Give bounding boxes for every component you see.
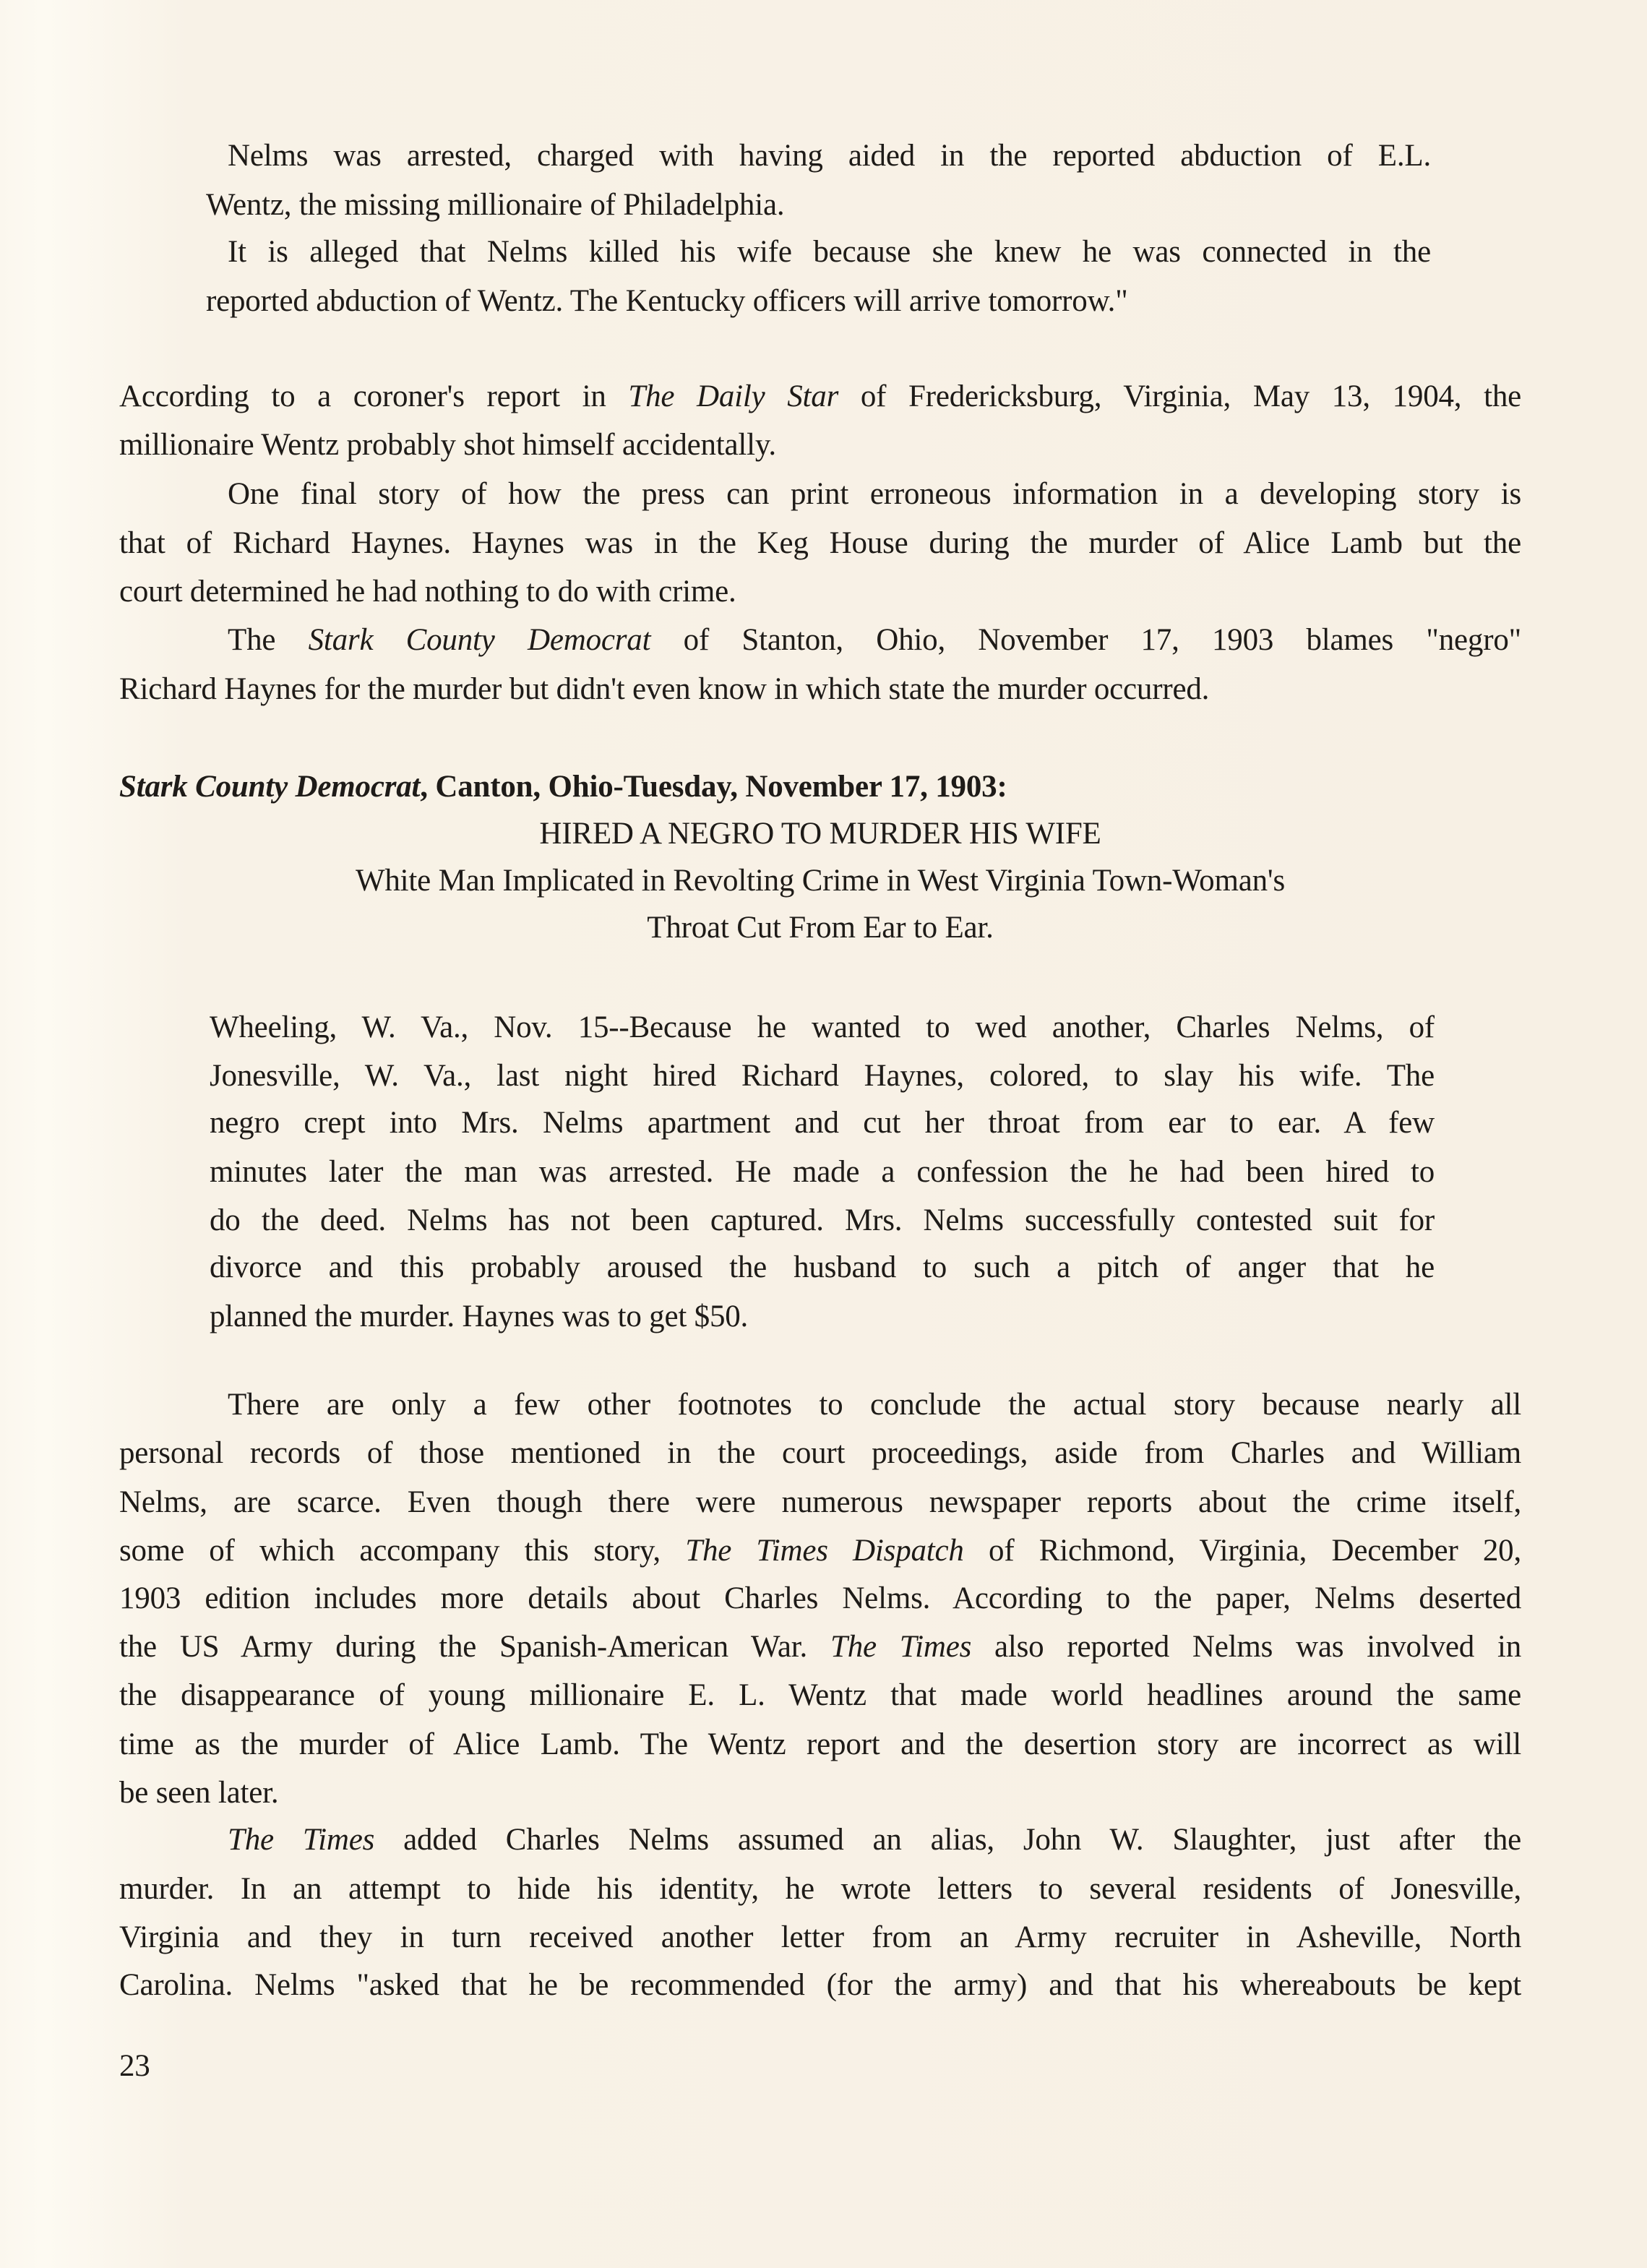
newspaper-title: Stark County Democrat xyxy=(308,623,651,657)
text-run: of Stanton, Ohio, November 17, 1903 blames "negro" xyxy=(650,623,1521,657)
text-run: the US Army during the Spanish-American War. xyxy=(119,1630,830,1664)
text-line xyxy=(119,1532,1521,1570)
text-line: Nelms was arrested, charged with having aided in the reported abduction of E.L. xyxy=(228,139,1431,173)
text-line: There are only a few other footnotes to conclude the actual story because nearly all xyxy=(228,1388,1521,1422)
page-number: 23 xyxy=(119,2049,150,2083)
text-run: , Canton, Ohio-Tuesday, November 17, 1903: xyxy=(420,770,1007,804)
text-line: Virginia and they in turn received another letter from an Army recruiter in Asheville, North xyxy=(119,1920,1521,1954)
text-line: do the deed. Nelms has not been captured. Mrs. Nelms successfully contested suit for xyxy=(210,1203,1435,1237)
text-run: also reported Nelms was involved in xyxy=(971,1630,1521,1664)
text-line: minutes later the man was arrested. He made a confession the he had been hired to xyxy=(210,1155,1435,1189)
text-line: reported abduction of Wentz. The Kentucky officers will arrive tomorrow." xyxy=(206,284,1128,318)
text-run: of Fredericksburg, Virginia, May 13, 1904, the xyxy=(838,379,1521,413)
text-line: Wentz, the missing millionaire of Philadelphia. xyxy=(206,188,785,222)
newspaper-title: Stark County Democrat xyxy=(119,770,421,804)
text-line: personal records of those mentioned in the court proceedings, aside from Charles and William xyxy=(119,1436,1521,1470)
text-line: It is alleged that Nelms killed his wife because she knew he was connected in the xyxy=(228,235,1431,269)
text-line: be seen later. xyxy=(119,1776,279,1810)
text-line: One final story of how the press can print erroneous information in a developing story is xyxy=(228,477,1521,511)
text-line: Jonesville, W. Va., last night hired Richard Haynes, colored, to slay his wife. The xyxy=(210,1059,1435,1093)
text-line: that of Richard Haynes. Haynes was in the Keg House during the murder of Alice Lamb but the xyxy=(119,526,1521,560)
text-run: The xyxy=(228,623,309,657)
article-headline: HIRED A NEGRO TO MURDER HIS WIFE xyxy=(539,817,1101,851)
text-line: millionaire Wentz probably shot himself accidentally. xyxy=(119,428,776,462)
newspaper-title: The Times Dispatch xyxy=(685,1534,964,1568)
newspaper-title: The Times xyxy=(228,1823,375,1857)
text-run: some of which accompany this story, xyxy=(119,1534,686,1568)
text-line xyxy=(119,1628,1521,1666)
text-line: murder. In an attempt to hide his identity, he wrote letters to several residents of Jonesville, xyxy=(119,1872,1521,1906)
text-run: added Charles Nelms assumed an alias, John W. Slaughter, just after the xyxy=(374,1823,1521,1857)
newspaper-title: The Daily Star xyxy=(628,379,839,413)
text-run: of Richmond, Virginia, December 20, xyxy=(963,1534,1521,1568)
text-line: divorce and this probably aroused the husband to such a pitch of anger that he xyxy=(210,1250,1435,1284)
text-line xyxy=(228,622,1521,659)
text-line: planned the murder. Haynes was to get $50. xyxy=(210,1300,749,1333)
text-line: negro crept into Mrs. Nelms apartment and cut her throat from ear to ear. A few xyxy=(210,1106,1435,1140)
text-run: According to a coroner's report in xyxy=(119,379,629,413)
text-line: time as the murder of Alice Lamb. The Wentz report and the desertion story are incorrect as will xyxy=(119,1727,1521,1761)
article-subhead: White Man Implicated in Revolting Crime in West Virginia Town-Woman's xyxy=(356,864,1285,898)
text-line: Richard Haynes for the murder but didn't even know in which state the murder occurred. xyxy=(119,672,1210,706)
newspaper-title: The Times xyxy=(830,1630,972,1664)
text-line: the disappearance of young millionaire E. L. Wentz that made world headlines around the same xyxy=(119,1678,1521,1712)
text-line: Carolina. Nelms "asked that he be recommended (for the army) and that his whereabouts be kept xyxy=(119,1968,1521,2002)
text-line: court determined he had nothing to do with crime. xyxy=(119,575,736,609)
text-line: 1903 edition includes more details about Charles Nelms. According to the paper, Nelms deserted xyxy=(119,1581,1521,1615)
text-line: Wheeling, W. Va., Nov. 15--Because he wanted to wed another, Charles Nelms, of xyxy=(210,1010,1435,1044)
text-line xyxy=(119,378,1521,416)
text-line: Nelms, are scarce. Even though there were numerous newspaper reports about the crime itself, xyxy=(119,1485,1521,1519)
text-line xyxy=(228,1821,1521,1859)
article-source-heading xyxy=(119,768,1521,806)
article-subhead: Throat Cut From Ear to Ear. xyxy=(647,911,994,945)
